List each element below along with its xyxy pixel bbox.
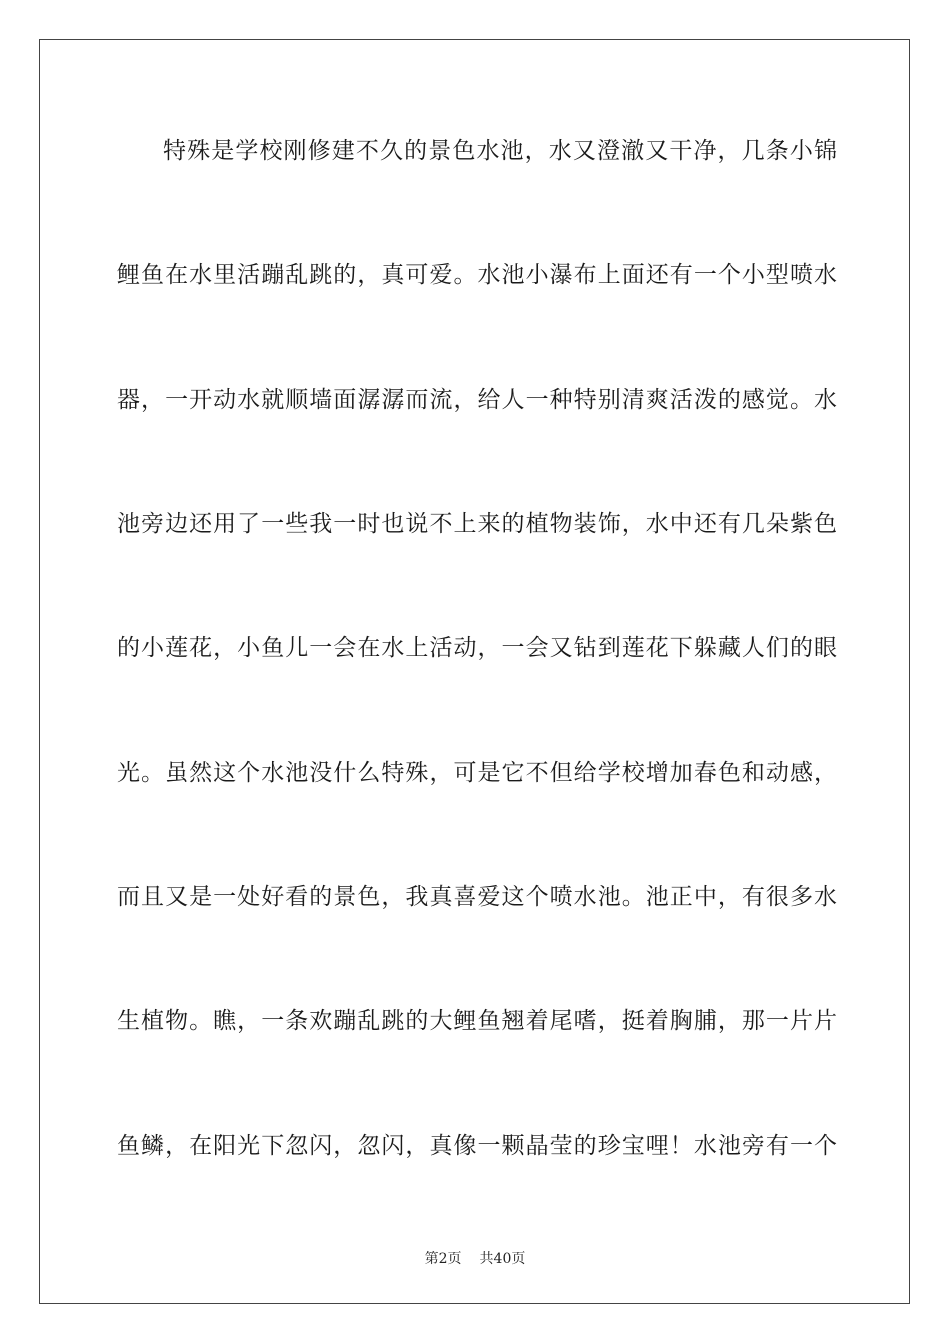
- paragraph-line: 鱼鳞，在阳光下忽闪，忽闪，真像一颗晶莹的珍宝哩！水池旁有一个: [117, 1133, 837, 1159]
- page-footer: [0, 1248, 950, 1268]
- paragraph-line: 的小莲花，小鱼儿一会在水上活动，一会又钻到莲花下躲藏人们的眼: [117, 635, 837, 661]
- page-number: 第2页: [424, 1251, 462, 1267]
- page-total: 共40页: [479, 1251, 526, 1267]
- paragraph-line: 光。虽然这个水池没什么特殊，可是它不但给学校增加春色和动感，: [117, 760, 837, 786]
- page-border: [39, 39, 910, 1304]
- paragraph-line: 器，一开动水就顺墙面潺潺而流，给人一种特别清爽活泼的感觉。水: [117, 387, 837, 413]
- paragraph-line: 池旁边还用了一些我一时也说不上来的植物装饰，水中还有几朵紫色: [117, 511, 837, 537]
- paragraph-line: 特殊是学校刚修建不久的景色水池，水又澄澈又干净，几条小锦: [163, 138, 837, 164]
- paragraph-line: 鲤鱼在水里活蹦乱跳的，真可爱。水池小瀑布上面还有一个小型喷水: [117, 262, 837, 288]
- paragraph-line: 而且又是一处好看的景色，我真喜爱这个喷水池。池正中，有很多水: [117, 884, 837, 910]
- paragraph-line: 生植物。瞧，一条欢蹦乱跳的大鲤鱼翘着尾嗜，挺着胸脯，那一片片: [117, 1008, 837, 1034]
